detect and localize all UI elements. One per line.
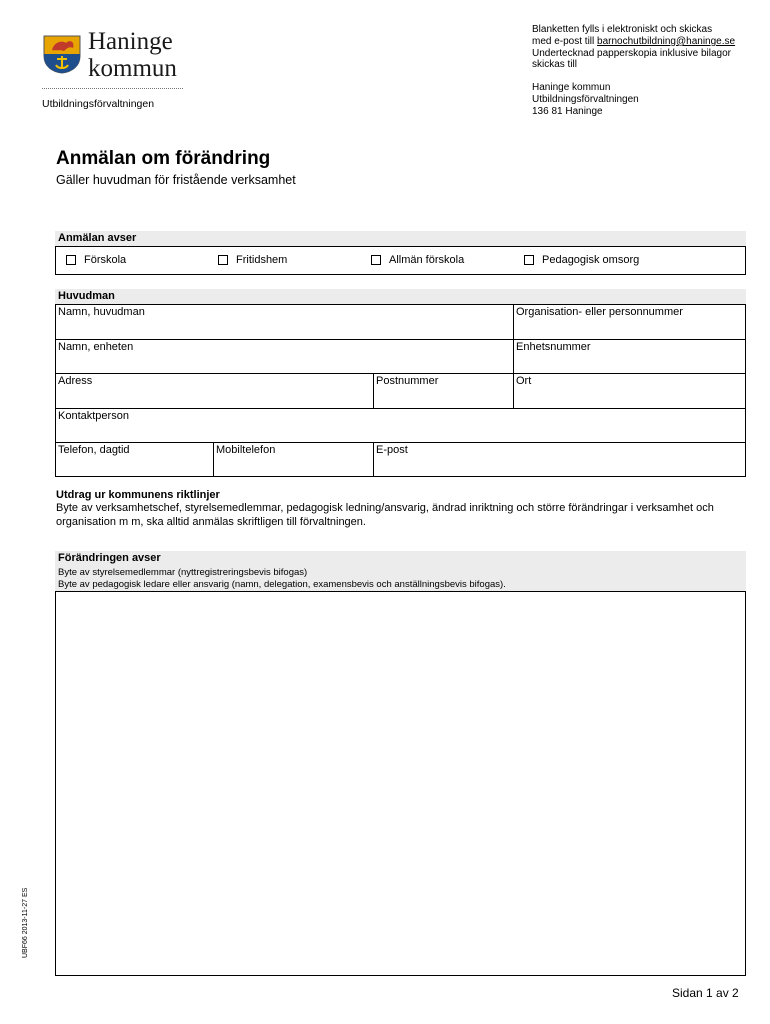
submission-info: Blanketten fylls i elektroniskt och skickas med e-post till barnochutbildning@haninge.se Undertecknad papperskopia inklusive bilagor skickas till: [532, 24, 736, 71]
checkbox-row: [55, 246, 746, 275]
field-organisationsnummer[interactable]: Organisation- eller personnummer: [514, 305, 745, 340]
field-postnummer[interactable]: Postnummer: [374, 374, 514, 409]
guidelines-text: Byte av verksamhetschef, styrelsemedlemmar, pedagogisk ledning/ansvarig, ändrad inriktning och större förändringar i verksamhet och organisation m m, ska alltid anmälas skriftligen till förvaltningen.: [56, 502, 714, 528]
checkbox-fritidshem[interactable]: Fritidshem: [218, 254, 287, 266]
email-link[interactable]: barnochutbildning@haninge.se: [597, 35, 736, 47]
page-subtitle: Gäller huvudman för fristående verksamhet: [56, 173, 296, 187]
change-note-1: Byte av styrelsemedlemmar (nyttregistreringsbevis bifogas): [58, 567, 308, 578]
page-title: Anmälan om förändring: [56, 148, 271, 169]
section-heading-anmalan: Anmälan avser: [55, 231, 746, 246]
checkbox-icon[interactable]: [371, 255, 381, 265]
page-number: Sidan 1 av 2: [672, 986, 739, 1000]
checkbox-icon[interactable]: [218, 255, 228, 265]
checkbox-icon[interactable]: [66, 255, 76, 265]
field-mobiltelefon[interactable]: Mobiltelefon: [214, 443, 374, 476]
checkbox-forskola[interactable]: Förskola: [66, 254, 126, 266]
field-kontaktperson[interactable]: Kontaktperson: [56, 409, 745, 443]
department-name: Utbildningsförvaltningen: [42, 98, 155, 110]
field-ort[interactable]: Ort: [514, 374, 745, 409]
postal-address: Haninge kommun Utbildningsförvaltningen 136 81 Haninge: [532, 82, 639, 117]
field-epost[interactable]: E-post: [376, 444, 408, 456]
haninge-coat-of-arms-icon: [42, 34, 82, 74]
checkbox-icon[interactable]: [524, 255, 534, 265]
field-namn-huvudman[interactable]: Namn, huvudman: [56, 305, 514, 340]
checkbox-pedagogisk-omsorg[interactable]: Pedagogisk omsorg: [524, 254, 639, 266]
field-telefon[interactable]: Telefon, dagtid: [56, 443, 214, 476]
change-description-field[interactable]: [55, 591, 746, 976]
header-divider: [42, 88, 183, 89]
form-code: UBF66 2013-11-27 ES: [22, 887, 29, 958]
section-heading-huvudman: Huvudman: [55, 289, 746, 304]
checkbox-allman-forskola[interactable]: Allmän förskola: [371, 254, 464, 266]
change-note-2: Byte av pedagogisk ledare eller ansvarig (namn, delegation, examensbevis och anställningsbevis bifogas).: [58, 579, 506, 590]
huvudman-table: [55, 304, 746, 477]
field-adress[interactable]: Adress: [56, 374, 374, 409]
logo-wordmark: Haninge kommun: [88, 28, 177, 82]
change-heading: Förändringen avser: [58, 552, 161, 564]
guidelines-heading: Utdrag ur kommunens riktlinjer: [56, 489, 220, 501]
field-namn-enheten[interactable]: Namn, enheten: [56, 340, 514, 374]
field-enhetsnummer[interactable]: Enhetsnummer: [514, 340, 745, 374]
